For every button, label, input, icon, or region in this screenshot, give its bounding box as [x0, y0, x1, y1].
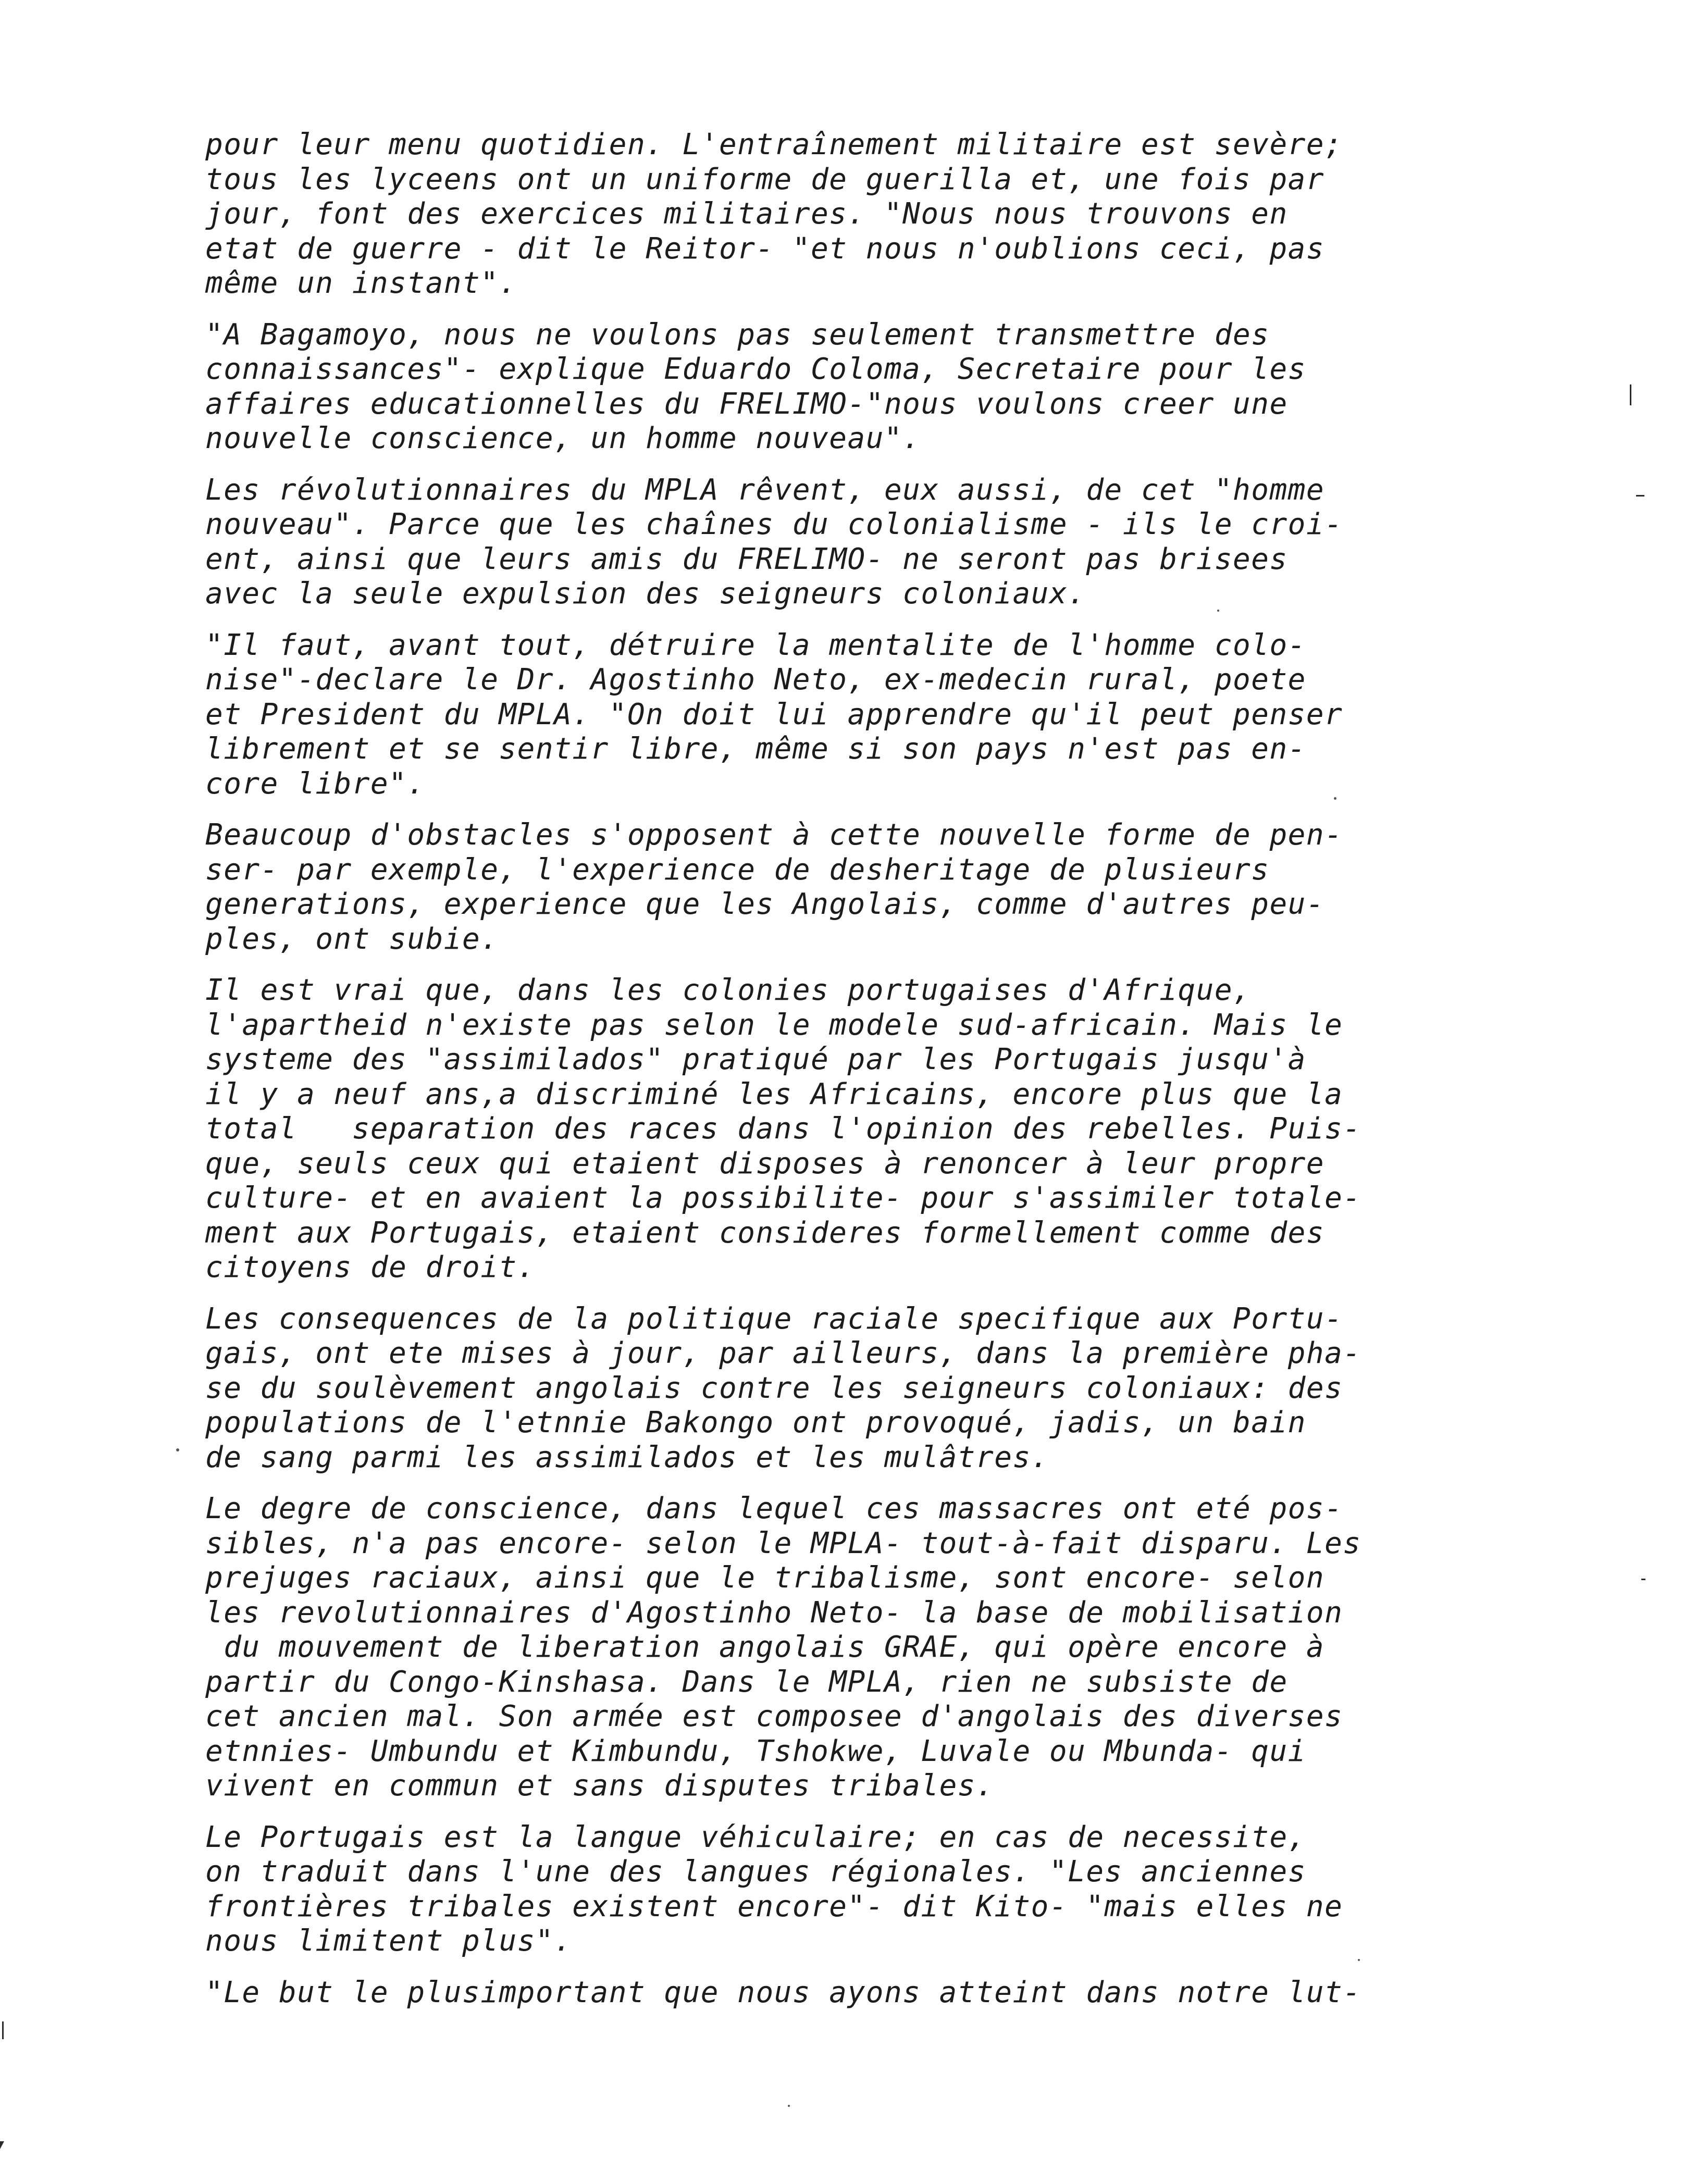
text-line: ples, ont subie.: [205, 922, 499, 956]
paragraph-7: [205, 1302, 1518, 1475]
text-line: que, seuls ceux qui etaient disposes à renoncer à leur propre: [205, 1146, 1325, 1181]
text-line: ent, ainsi que leurs amis du FRELIMO- ne seront pas brisees: [205, 542, 1288, 576]
text-line: ment aux Portugais, etaient consideres formellement comme des: [205, 1215, 1325, 1250]
typewritten-text: [205, 128, 1518, 2027]
text-line: l'apartheid n'existe pas selon le modele sud-africain. Mais le: [205, 1008, 1343, 1042]
paragraph-2: [205, 318, 1518, 456]
text-line: on traduit dans l'une des langues régionales. "Les anciennes: [205, 1855, 1306, 1889]
text-line: il y a neuf ans,a discriminé les Africains, encore plus que la: [205, 1077, 1343, 1111]
text-line: même un instant".: [205, 266, 517, 300]
text-line: etat de guerre - dit le Reitor- "et nous n'oublions ceci, pas: [205, 231, 1325, 266]
paragraph-8: [205, 1492, 1518, 1804]
text-line: cet ancien mal. Son armée est composee d'angolais des diverses: [205, 1699, 1343, 1733]
text-line: Les révolutionnaires du MPLA rêvent, eux aussi, de cet "homme: [205, 473, 1325, 507]
text-line: nous limitent plus".: [205, 1924, 573, 1958]
paragraph-1: [205, 128, 1518, 301]
text-line: gais, ont ete mises à jour, par ailleurs, dans la première pha-: [205, 1336, 1361, 1370]
text-line: culture- et en avaient la possibilite- pour s'assimiler totale-: [205, 1181, 1361, 1215]
text-line: ser- par exemple, l'experience de desheritage de plusieurs: [205, 852, 1270, 887]
scan-edge-mark: [0, 2141, 4, 2184]
text-line: prejuges raciaux, ainsi que le tribalisme, sont encore- selon: [205, 1561, 1325, 1595]
text-line: du mouvement de liberation angolais GRAE, qui opère encore à: [205, 1630, 1325, 1664]
text-line: nise"-declare le Dr. Agostinho Neto, ex-medecin rural, poete: [205, 663, 1306, 697]
text-line: systeme des "assimilados" pratiqué par les Portugais jusqu'à: [205, 1043, 1306, 1076]
text-line: affaires educationnelles du FRELIMO-"nous voulons creer une: [205, 387, 1288, 421]
text-line: "A Bagamoyo, nous ne voulons pas seulement transmettre des: [205, 317, 1270, 352]
text-line: sibles, n'a pas encore- selon le MPLA- tout-à-fait disparu. Les: [205, 1526, 1361, 1560]
text-line: jour, font des exercices militaires. "Nous nous trouvons en: [205, 197, 1288, 231]
scan-margin-tick: [1630, 384, 1631, 405]
text-line: Le degre de conscience, dans lequel ces massacres ont eté pos-: [205, 1492, 1343, 1525]
text-line: connaissances"- explique Eduardo Coloma, Secretaire pour les: [205, 352, 1306, 386]
paragraph-10: [205, 1976, 1518, 2011]
text-line: pour leur menu quotidien. L'entraînement militaire est sevère;: [205, 128, 1343, 162]
scan-margin-tick: [1641, 1579, 1645, 1580]
text-line: nouveau". Parce que les chaînes du colonialisme - ils le croi-: [205, 507, 1343, 541]
text-line: etnnies- Umbundu et Kimbundu, Tshokwe, Luvale ou Mbunda- qui: [205, 1734, 1306, 1768]
paragraph-3: [205, 473, 1518, 612]
text-line: de sang parmi les assimilados et les mulâtres.: [205, 1440, 1049, 1474]
text-line: citoyens de droit.: [205, 1250, 536, 1284]
text-line: populations de l'etnnie Bakongo ont provoqué, jadis, un bain: [205, 1406, 1306, 1440]
text-line: vivent en commun et sans disputes tribales.: [205, 1769, 995, 1803]
text-line: avec la seule expulsion des seigneurs coloniaux.: [205, 577, 1086, 611]
text-line: se du soulèvement angolais contre les seigneurs coloniaux: des: [205, 1371, 1343, 1405]
text-line: Il est vrai que, dans les colonies portugaises d'Afrique,: [205, 973, 1252, 1007]
scan-margin-tick: [1636, 495, 1644, 497]
paragraph-4: [205, 628, 1518, 802]
scan-edge-tick: [2, 2021, 4, 2039]
text-line: generations, experience que les Angolais, comme d'autres peu-: [205, 887, 1325, 921]
text-line: partir du Congo-Kinshasa. Dans le MPLA, rien ne subsiste de: [205, 1665, 1288, 1699]
text-line: "Il faut, avant tout, détruire la mentalite de l'homme colo-: [205, 628, 1306, 662]
text-line: total separation des races dans l'opinion des rebelles. Puis-: [205, 1112, 1361, 1146]
paragraph-6: [205, 973, 1518, 1285]
text-line: frontières tribales existent encore"- dit Kito- "mais elles ne: [205, 1889, 1343, 1924]
text-line: librement et se sentir libre, même si son pays n'est pas en-: [205, 732, 1306, 766]
paragraph-9: [205, 1820, 1518, 1959]
text-line: nouvelle conscience, un homme nouveau".: [205, 421, 921, 455]
text-line: "Le but le plusimportant que nous ayons atteint dans notre lut-: [205, 1975, 1361, 2009]
text-line: et President du MPLA. "On doit lui apprendre qu'il peut penser: [205, 697, 1343, 731]
text-line: core libre".: [205, 766, 426, 801]
text-line: Beaucoup d'obstacles s'opposent à cette nouvelle forme de pen-: [205, 818, 1343, 852]
text-line: les revolutionnaires d'Agostinho Neto- la base de mobilisation: [205, 1595, 1343, 1630]
paragraph-5: [205, 818, 1518, 957]
text-line: tous les lyceens ont un uniforme de guerilla et, une fois par: [205, 162, 1325, 196]
text-line: Le Portugais est la langue véhiculaire; en cas de necessite,: [205, 1820, 1306, 1854]
text-line: Les consequences de la politique raciale specifique aux Portu-: [205, 1301, 1343, 1336]
